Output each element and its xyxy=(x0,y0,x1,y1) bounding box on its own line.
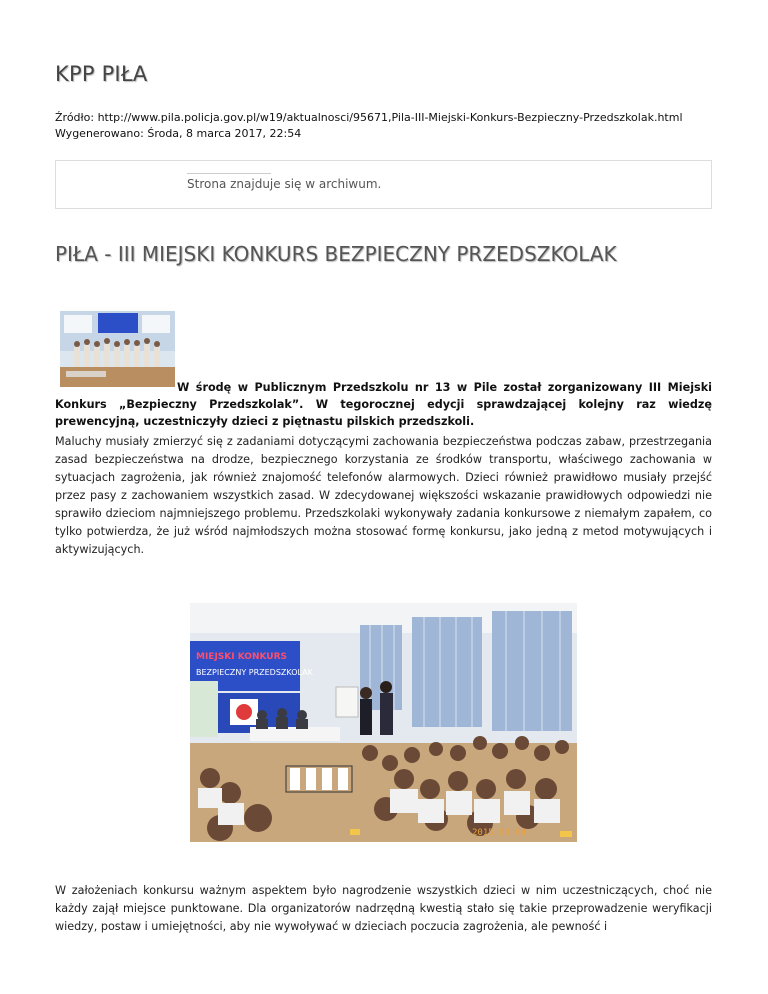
site-title: KPP PIŁA xyxy=(55,62,148,86)
archive-notice: Strona znajduje się w archiwum. xyxy=(187,177,382,191)
article-paragraph-2: W założeniach konkursu ważnym aspektem było nagrodzenie wszystkich dzieci w nim uczestniczących, choć nie każdy zajął miejsce punktowane. Dla organizatorów nadrzędną kwestią stało się takie przeprowadzenie weryfikacji wiedzy, postaw i umiejętności, aby nie wywoływać w dzieciach poczucia zagrożenia, ale pewność i xyxy=(55,884,712,933)
article-paragraph-1: Maluchy musiały zmierzyć się z zadaniami dotyczącymi zachowania bezpieczeństwa podczas zabaw, przestrzegania zasad bezpieczeństwa na drodze, bezpiecznego korzystania ze środków transportu, właściwego zachowania w sytuacjach zagrożenia, jak również znajomość telefonów alarmowych. Dzieci również prawidłowo musiały przejść przez pasy z zachowaniem wszystkich zasad. W zdecydowanej większości wskazanie prawidłowych odpowiedzi nie sprawiło dzieciom najmniejszego problemu. Przedszkolaki wykonywały zadania konkursowe z niemałym zapałem, co tylko potwierdza, że już wśród najmłodszych można stosować formę konkursu, jako jedną z metod motywujących i aktywizujących. xyxy=(55,435,712,556)
meta-info xyxy=(55,110,683,142)
banner-text-line-2: BEZPIECZNY PRZEDSZKOLAK xyxy=(196,668,313,677)
photo-date-stamp: 2015 03 04 xyxy=(472,828,527,838)
generated-line: Wygenerowano: Środa, 8 marca 2017, 22:54 xyxy=(55,127,302,140)
article-photo xyxy=(190,603,577,842)
source-line: Źródło: http://www.pila.policja.gov.pl/w19/aktualnosci/95671,Pila-III-Miejski-Konkurs-Bezpieczny-Przedszkolak.html xyxy=(55,111,683,124)
archive-divider xyxy=(187,173,271,174)
article-lead: W środę w Publicznym Przedszkolu nr 13 w Pile został zorganizowany III Miejski Konkurs „Bezpieczny Przedszkolak”. W tegorocznej edycji sprawdzającej kolejny raz wiedzę prewencyjną, uczestniczyły dzieci z piętnastu pilskich przedszkoli. xyxy=(55,381,712,428)
article-title: PIŁA - III MIEJSKI KONKURS BEZPIECZNY PRZEDSZKOLAK xyxy=(55,242,617,266)
archive-notice-box xyxy=(55,160,712,209)
thumbnail-photo xyxy=(60,311,175,387)
banner-text-line-1: MIEJSKI KONKURS xyxy=(196,652,288,662)
